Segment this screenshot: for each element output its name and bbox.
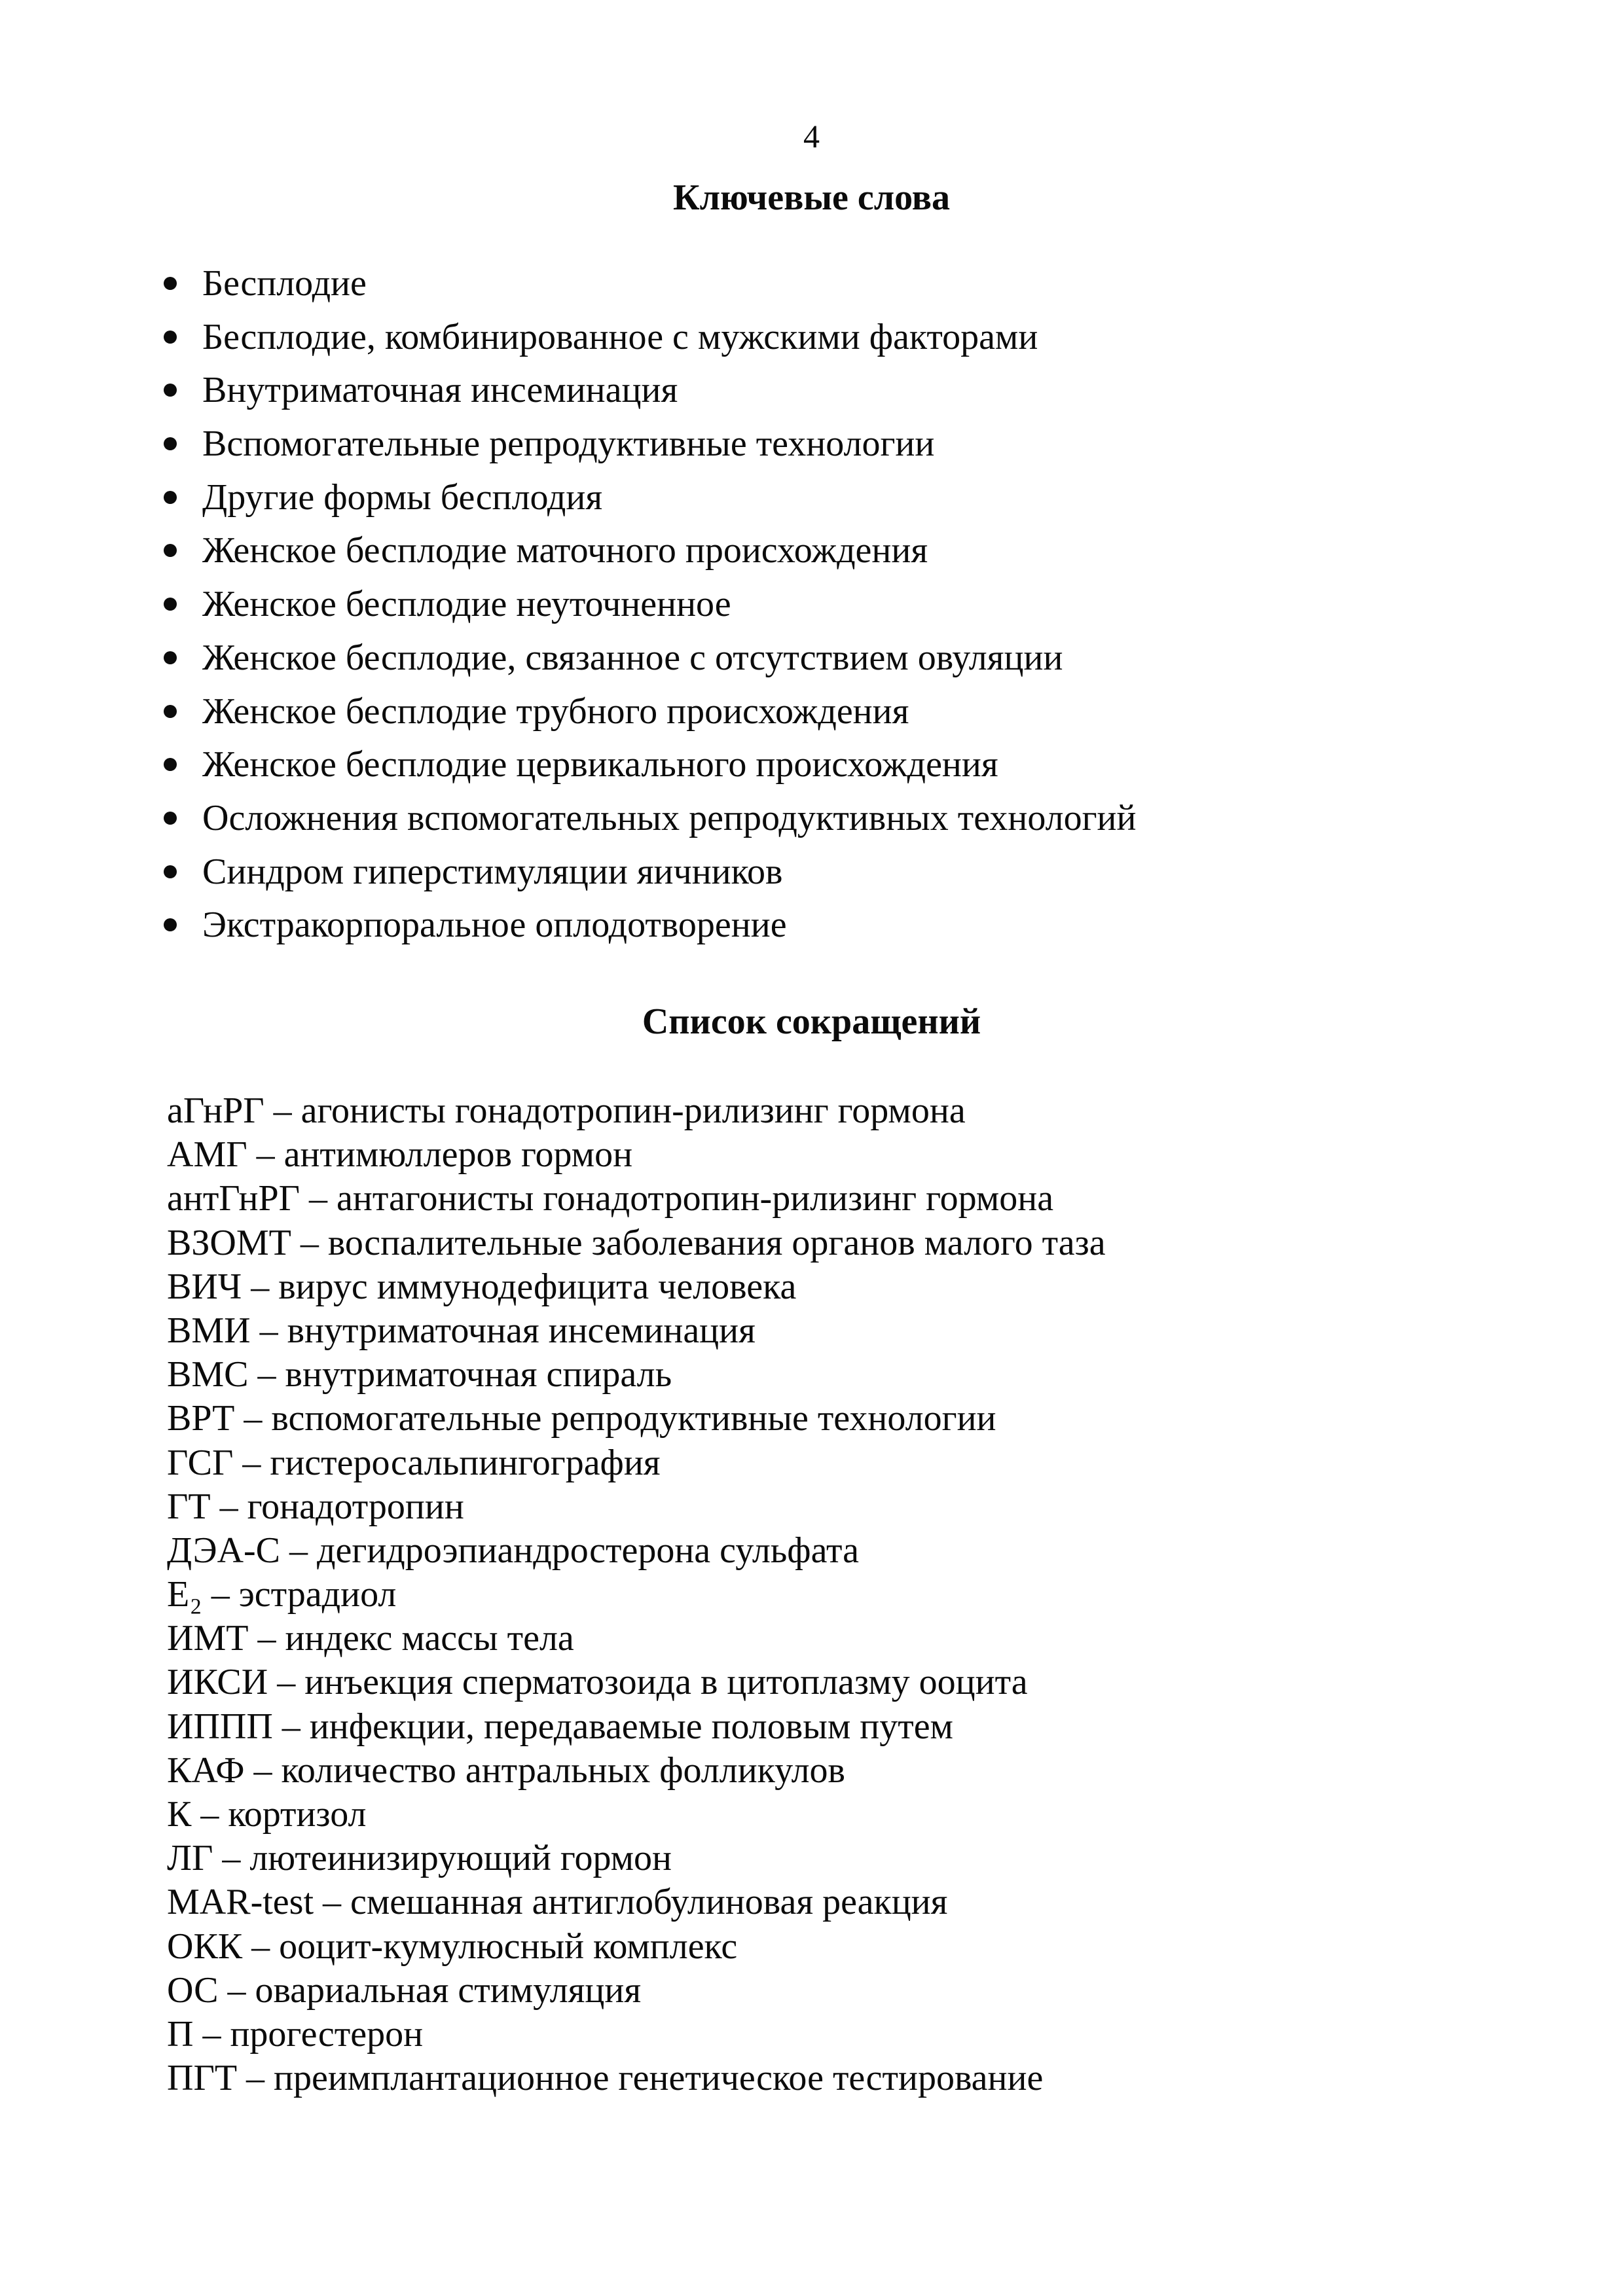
abbreviation-item: аГнРГ – агонисты гонадотропин-рилизинг гормона	[167, 1090, 966, 1131]
abbreviation-item: ИКСИ – инъекция сперматозоида в цитоплазму ооцита	[167, 1662, 1028, 1703]
keywords-heading: Ключевые слова	[672, 177, 951, 218]
abbreviation-item: ВМИ – внутриматочная инсеминация	[167, 1310, 756, 1351]
bullet-icon	[164, 277, 177, 290]
abbreviation-item: ГСГ – гистеросальпингография	[167, 1442, 661, 1483]
abbreviation-item: ВИЧ – вирус иммунодефицита человека	[167, 1266, 797, 1307]
keyword-text: Другие формы бесплодия	[202, 476, 603, 518]
abbreviation-item: ПГТ – преимплантационное генетическое тестирование	[167, 2058, 1044, 2099]
keyword-text: Вспомогательные репродуктивные технологии	[202, 423, 935, 465]
bullet-icon	[164, 812, 177, 825]
bullet-icon	[164, 705, 177, 718]
abbreviation-item: ВРТ – вспомогательные репродуктивные технологии	[167, 1398, 996, 1439]
abbreviation-item: ИМТ – индекс массы тела	[167, 1618, 574, 1659]
bullet-icon	[164, 331, 177, 344]
abbreviation-item: антГнРГ – антагонисты гонадотропин-рилизинг гормона	[167, 1178, 1054, 1219]
page-number: 4	[803, 118, 820, 154]
abbreviation-item: MAR-test – смешанная антиглобулиновая реакция	[167, 1882, 948, 1923]
keyword-text: Женское бесплодие неуточненное	[202, 584, 731, 625]
bullet-icon	[164, 758, 177, 771]
keyword-text: Женское бесплодие трубного происхождения	[202, 691, 909, 732]
abbreviations-heading: Список сокращений	[642, 1001, 981, 1042]
keyword-text: Бесплодие, комбинированное с мужскими факторами	[202, 316, 1038, 357]
bullet-icon	[164, 384, 177, 397]
abbreviation-item: ГТ – гонадотропин	[167, 1486, 464, 1527]
abbreviation-item: ВМС – внутриматочная спираль	[167, 1354, 672, 1395]
abbreviation-item: ОС – овариальная стимуляция	[167, 1969, 642, 2011]
abbreviation-item: К – кортизол	[167, 1794, 367, 1835]
bullet-icon	[164, 491, 177, 504]
bullet-icon	[164, 437, 177, 450]
abbreviations-list	[167, 1089, 1106, 2100]
bullet-icon	[164, 544, 177, 557]
keyword-text: Женское бесплодие маточного происхождения	[202, 530, 928, 571]
abbreviation-item: ЛГ – лютеинизирующий гормон	[167, 1838, 672, 1879]
keyword-text: Бесплодие	[202, 263, 367, 304]
bullet-icon	[164, 918, 177, 931]
keyword-text: Женское бесплодие, связанное с отсутствием овуляции	[202, 637, 1063, 678]
bullet-icon	[164, 865, 177, 878]
abbreviation-item: ВЗОМТ – воспалительные заболевания органов малого таза	[167, 1222, 1106, 1263]
abbreviation-item: КАФ – количество антральных фолликулов	[167, 1749, 845, 1791]
abbreviation-item: E₂ – эстрадиол	[167, 1574, 397, 1615]
abbreviation-item: ОКК – ооцит-кумулюсный комплекс	[167, 1926, 738, 1967]
abbreviation-item: П – прогестерон	[167, 2013, 424, 2054]
keyword-text: Внутриматочная инсеминация	[202, 370, 678, 411]
keyword-text: Экстракорпоральное оплодотворение	[202, 905, 787, 946]
abbreviation-item: АМГ – антимюллеров гормон	[167, 1134, 633, 1175]
keyword-text: Женское бесплодие цервикального происхождения	[202, 744, 998, 785]
keyword-text: Синдром гиперстимуляции яичников	[202, 851, 783, 892]
abbreviation-item: ДЭА-С – дегидроэпиандростерона сульфата	[167, 1530, 859, 1571]
abbreviation-item: ИППП – инфекции, передаваемые половым путем	[167, 1706, 953, 1747]
bullet-icon	[164, 651, 177, 664]
bullet-icon	[164, 598, 177, 611]
keyword-text: Осложнения вспомогательных репродуктивных технологий	[202, 797, 1137, 838]
